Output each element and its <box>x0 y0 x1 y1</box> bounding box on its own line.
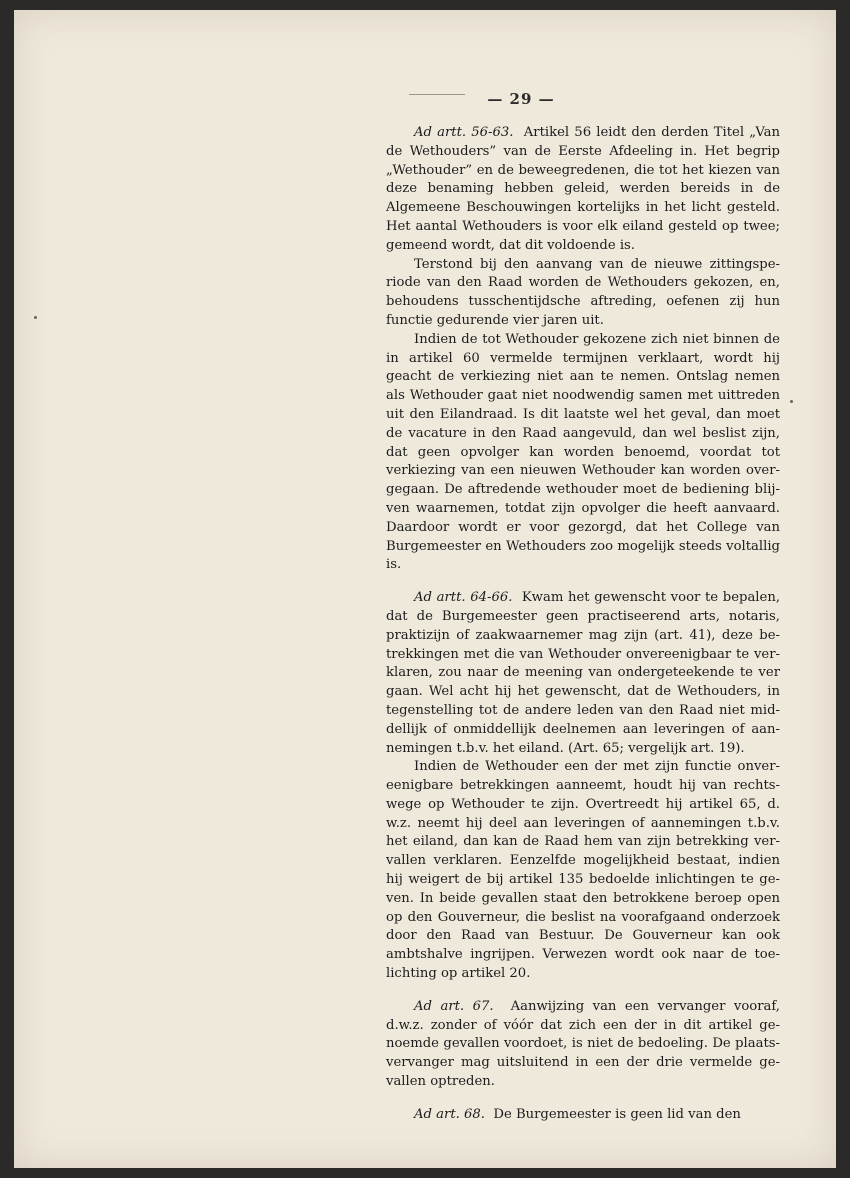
page-number: — 29 — <box>487 90 555 108</box>
paragraph-text: Aanwijzing van een vervanger vooraf, d.w.z. zonder of vóór dat zich een der in dit artikel genoemde gevallen voordoet, is niet de bedoeling. De plaatsvervanger mag uitsluitend in een der drie vermelde gevallen optreden. <box>386 998 781 1090</box>
paper-speck <box>34 316 37 319</box>
paragraph <box>386 1106 780 1125</box>
paragraph <box>386 256 780 331</box>
article-reference: Ad artt. 56-63. <box>414 125 514 140</box>
paragraph <box>386 998 780 1092</box>
paper-speck <box>790 400 793 403</box>
paragraph <box>386 758 780 984</box>
document-page <box>14 10 836 1168</box>
paragraph-text: Kwam het gewenscht voor te bepalen, dat de Burgemeester geen practiseerend arts, notaris, praktizijn of zaakwaarnemer mag zijn (art. 41), deze betrekkingen met die van Wethouder onvereenigbaar te verklaren, zou naar de meening van ondergeteekende te ver gaan. Wel acht hij het gewenscht, dat de Wethouders, in tegenstelling tot de andere leden van den Raad niet middellijk of onmiddellijk deelnemen aan leveringen of aannemingen t.b.v. het eiland. (Art. 65; vergelijk art. 19). <box>386 590 781 756</box>
paragraph <box>386 331 780 575</box>
paragraph <box>386 589 780 758</box>
paragraph-text: Terstond bij den aanvang van de nieuwe zittingsperiode van den Raad worden de Wethouders gekozen, en, behoudens tusschentijdsche aftreding, oefenen zij hun functie gedurende vier jaren uit. <box>386 256 780 328</box>
paragraph-text: De Burgemeester is geen lid van den <box>493 1106 741 1122</box>
article-reference: Ad art. 68. <box>414 1106 485 1122</box>
paragraph-text: Indien de Wethouder een der met zijn functie onvereenigbare betrekkingen aanneemt, houdt hij van rechtswege op Wethouder te zijn. Overtreedt hij artikel 65, d. w.z. neemt hij deel aan leveringen of aannemingen t.b.v. het eiland, dan kan de Raad hem van zijn betrekking vervallen verklaren. Eenzelfde mogelijkheid bestaat, indien hij weigert de bij artikel 135 bedoelde inlichtingen te geven. In beide gevallen staat den betrokkene beroep open op den Gouverneur, die beslist na voorafgaand onderzoek door den Raad van Bestuur. De Gouverneur kan ook ambtshalve ingrijpen. Verwezen wordt ook naar de toelichting op artikel 20. <box>386 759 780 982</box>
article-reference: Ad art. 67. <box>414 998 494 1014</box>
paragraph-text: Artikel 56 leidt den derden Titel „Van de Wethouders” van de Eerste Afdeeling in. Het begrip „Wethouder” en de beweegredenen, die tot het kiezen van deze benaming hebben geleid, werden bereids in de Algemeene Beschouwingen kortelijks in het licht gesteld. Het aantal Wethouders is voor elk eiland gesteld op twee; gemeend wordt, dat dit voldoende is. <box>386 125 780 253</box>
paragraph <box>386 124 780 256</box>
paragraph-text: Indien de tot Wethouder gekozene zich niet binnen de in artikel 60 vermelde termijnen verklaart, wordt hij geacht de verkiezing niet aan te nemen. Ontslag nemen als Wethouder gaat niet noodwendig samen met uittreden uit den Eilandraad. Is dit laatste wel het geval, dan moet de vacature in den Raad aangevuld, dan wel beslist zijn, dat geen opvolger kan worden benoemd, voordat tot verkiezing van een nieuwen Wethouder kan worden overgegaan. De aftredende wethouder moet de bediening blijven waarnemen, totdat zijn opvolger die heeft aanvaard. Daardoor wordt er voor gezorgd, dat het College van Burgemeester en Wethouders zoo mogelijk steeds voltallig is. <box>386 331 780 573</box>
body-text <box>386 124 780 1125</box>
article-reference: Ad artt. 64-66. <box>414 590 513 606</box>
